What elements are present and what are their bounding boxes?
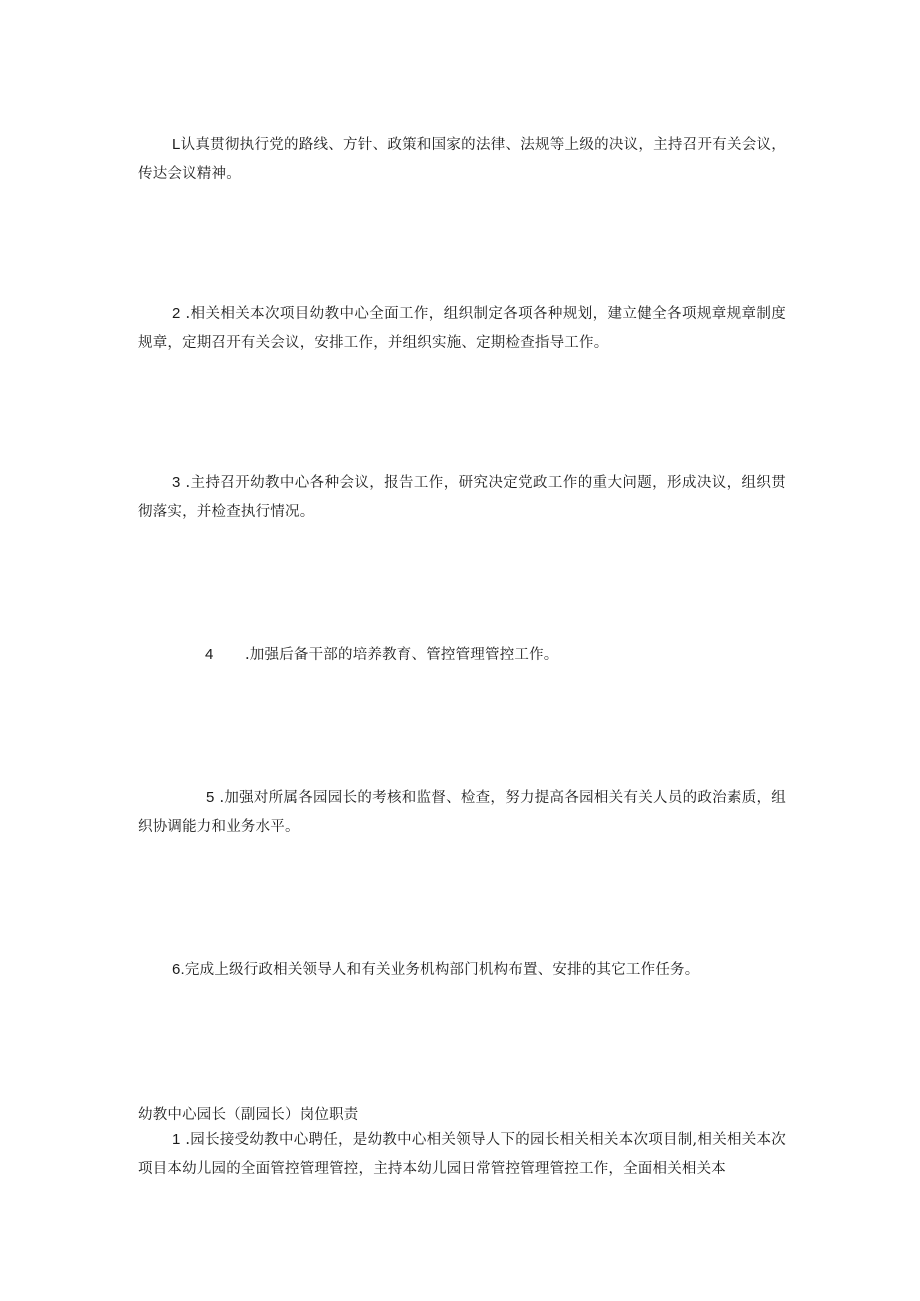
- duty-paragraph-2: [138, 299, 786, 358]
- item-text: .园长接受幼教中心聘任，是幼教中心相关领导人下的园长相关相关本次项目制,相关相关本次项目本幼儿园的全面管控管理管控，主持本幼儿园日常管控管理管控工作，全面相关相关本: [138, 1132, 786, 1177]
- item-text: 完成上级行政相关领导人和有关业务机构部门机构布置、安排的其它工作任务。: [184, 962, 700, 978]
- duty-paragraph-6: [138, 955, 786, 985]
- duty-paragraph-1: [138, 130, 786, 189]
- duty-paragraph-3: [138, 468, 786, 527]
- item-number: L: [172, 136, 181, 153]
- duty-paragraph-4: [205, 640, 785, 670]
- item-number: 1: [172, 1131, 181, 1148]
- item-text: .加强后备干部的培养教育、管控管理管控工作。: [245, 647, 559, 663]
- item-number: 4: [205, 646, 214, 663]
- item-text: .相关相关本次项目幼教中心全面工作，组织制定各项各种规划，建立健全各项规章规章制度规章，定期召开有关会议，安排工作，并组织实施、定期检查指导工作。: [138, 306, 786, 351]
- duty-paragraph-5: [138, 783, 786, 842]
- item-number: 3: [172, 474, 181, 491]
- item-number: 6.: [172, 961, 185, 978]
- item-number: 2: [172, 305, 181, 322]
- item-text: .加强对所属各园园长的考核和监督、检查，努力提高各园相关有关人员的政治素质，组织协调能力和业务水平。: [138, 790, 786, 835]
- section-paragraph-1: [138, 1125, 786, 1184]
- item-text: .主持召开幼教中心各种会议，报告工作，研究决定党政工作的重大问题，形成决议，组织贯彻落实，并检查执行情况。: [138, 475, 786, 520]
- item-number: 5: [206, 789, 215, 806]
- section-heading: 幼教中心园长（副园长）岗位职责: [138, 1107, 359, 1123]
- item-text: 认真贯彻执行党的路线、方针、政策和国家的法律、法规等上级的决议，主持召开有关会议，传达会议精神。: [138, 137, 786, 182]
